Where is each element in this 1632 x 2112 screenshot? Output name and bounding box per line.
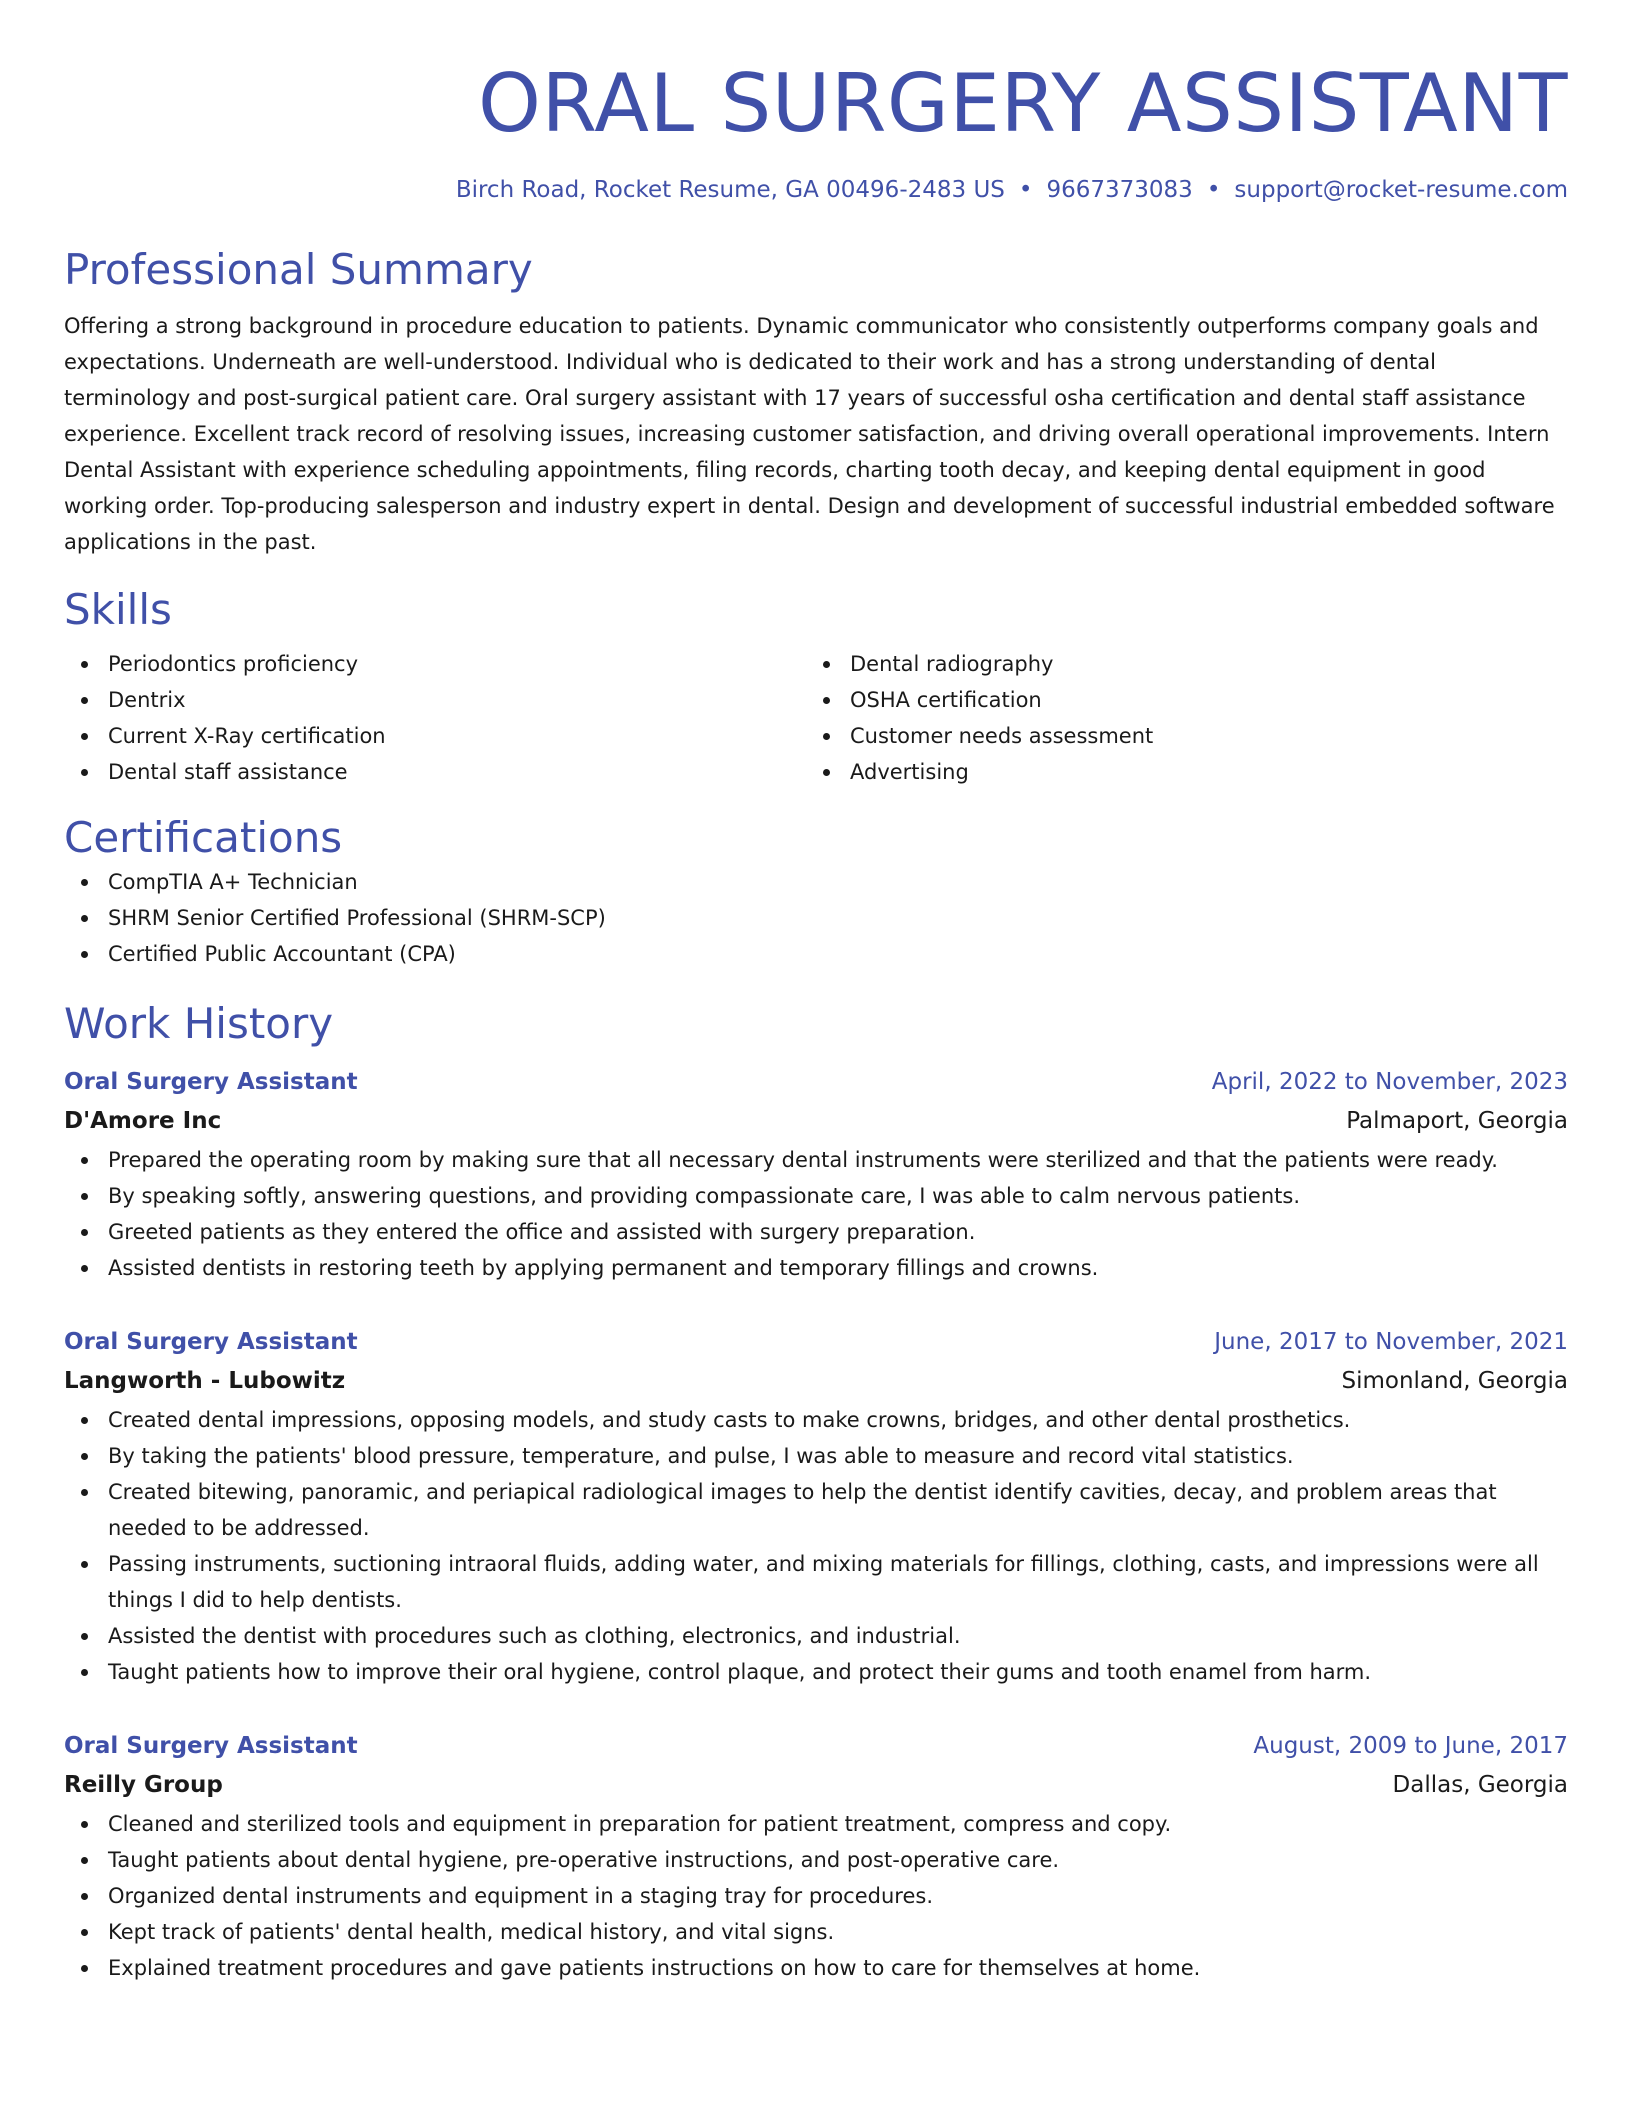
job-company-row [64, 1764, 1568, 1806]
separator-dot: • [1018, 177, 1033, 203]
job-bullet: Explained treatment procedures and gave patients instructions on how to care for themselves at home. [64, 1950, 1568, 1986]
skill-item: Dental staff assistance [64, 754, 806, 790]
job-bullet: Created dental impressions, opposing models, and study casts to make crowns, bridges, and other dental prosthetics. [64, 1402, 1568, 1438]
job-bullet: By taking the patients' blood pressure, temperature, and pulse, I was able to measure and record vital statistics. [64, 1438, 1568, 1474]
skill-item: OSHA certification [806, 682, 1548, 718]
separator-dot: • [1206, 177, 1221, 203]
job-bullet: Taught patients about dental hygiene, pre-operative instructions, and post-operative care. [64, 1842, 1568, 1878]
job-bullet: Assisted the dentist with procedures such as clothing, electronics, and industrial. [64, 1618, 1568, 1654]
job-title: Oral Surgery Assistant [64, 1329, 358, 1355]
resume-name: ORAL SURGERY ASSISTANT [477, 57, 1568, 150]
certifications-list [64, 864, 1568, 972]
resume-page [64, 0, 1568, 1986]
job-company: Langworth - Lubowitz [64, 1368, 346, 1394]
job-bullets [64, 1806, 1568, 1986]
skills-grid [64, 646, 1568, 790]
job-header-row [64, 1728, 1568, 1764]
skill-item: Dental radiography [806, 646, 1548, 682]
job-company-row [64, 1100, 1568, 1142]
job-bullet: Organized dental instruments and equipment in a staging tray for procedures. [64, 1878, 1568, 1914]
skills-column-left [64, 646, 806, 790]
job-bullet: Prepared the operating room by making sure that all necessary dental instruments were sterilized and that the patients were ready. [64, 1142, 1568, 1178]
certification-item: SHRM Senior Certified Professional (SHRM-SCP) [64, 900, 1568, 936]
contact-line [64, 174, 1568, 206]
skill-item: Periodontics proficiency [64, 646, 806, 682]
job-title: Oral Surgery Assistant [64, 1069, 358, 1095]
job-company: D'Amore Inc [64, 1108, 222, 1134]
job-title: Oral Surgery Assistant [64, 1733, 358, 1759]
job-bullet: Cleaned and sterilized tools and equipment in preparation for patient treatment, compress and copy. [64, 1806, 1568, 1842]
job-company: Reilly Group [64, 1772, 223, 1798]
job-bullet: Assisted dentists in restoring teeth by applying permanent and temporary fillings and crowns. [64, 1250, 1568, 1286]
contact-address: Birch Road, Rocket Resume, GA 00496-2483 US [455, 177, 1005, 203]
section-title-work-history: Work History [64, 999, 334, 1048]
certification-item: CompTIA A+ Technician [64, 864, 1568, 900]
job-location: Simonland, Georgia [1341, 1368, 1568, 1394]
job-bullet: By speaking softly, answering questions, and providing compassionate care, I was able to calm nervous patients. [64, 1178, 1568, 1214]
skills-column-right [806, 646, 1548, 790]
skill-item: Advertising [806, 754, 1548, 790]
job-header-row [64, 1064, 1568, 1100]
job-bullet: Greeted patients as they entered the office and assisted with surgery preparation. [64, 1214, 1568, 1250]
section-title-skills: Skills [64, 585, 172, 634]
job-dates: August, 2009 to June, 2017 [1253, 1733, 1568, 1759]
job-bullets [64, 1142, 1568, 1286]
job-company-row [64, 1360, 1568, 1402]
skill-item: Dentrix [64, 682, 806, 718]
job-location: Dallas, Georgia [1392, 1772, 1568, 1798]
job-dates: June, 2017 to November, 2021 [1214, 1329, 1568, 1355]
job-location: Palmaport, Georgia [1346, 1108, 1568, 1134]
section-title-certifications: Certifications [64, 813, 343, 862]
skill-item: Customer needs assessment [806, 718, 1548, 754]
job-bullet: Kept track of patients' dental health, medical history, and vital signs. [64, 1914, 1568, 1950]
summary-text: Offering a strong background in procedure education to patients. Dynamic communicator who consistently outperforms company goals and expectations. Underneath are well-understood. Individual who is dedicated to their work and has a strong understanding of dental terminology and post-surgical patient care. Oral surgery assistant with 17 years of successful osha certification and dental staff assistance experience. Excellent track record of resolving issues, increasing customer satisfaction, and driving overall operational improvements. Intern Dental Assistant with experience scheduling appointments, filing records, charting tooth decay, and keeping dental equipment in good working order. Top-producing salesperson and industry expert in dental. Design and development of successful industrial embedded software applications in the past. [64, 314, 1555, 554]
job-dates: April, 2022 to November, 2023 [1211, 1069, 1568, 1095]
job-entry [64, 1324, 1568, 1690]
contact-email[interactable]: support@rocket-resume.com [1234, 177, 1568, 203]
contact-phone: 9667373083 [1046, 177, 1193, 203]
job-entry [64, 1064, 1568, 1286]
section-title-summary: Professional Summary [64, 245, 533, 294]
job-bullet: Passing instruments, suctioning intraoral fluids, adding water, and mixing materials for fillings, clothing, casts, and impressions were all things I did to help dentists. [64, 1546, 1568, 1618]
certification-item: Certified Public Accountant (CPA) [64, 936, 1568, 972]
job-bullets [64, 1402, 1568, 1690]
job-entry [64, 1728, 1568, 1986]
job-bullet: Taught patients how to improve their oral hygiene, control plaque, and protect their gums and tooth enamel from harm. [64, 1654, 1568, 1690]
job-bullet: Created bitewing, panoramic, and periapical radiological images to help the dentist identify cavities, decay, and problem areas that needed to be addressed. [64, 1474, 1568, 1546]
job-header-row [64, 1324, 1568, 1360]
skill-item: Current X-Ray certification [64, 718, 806, 754]
